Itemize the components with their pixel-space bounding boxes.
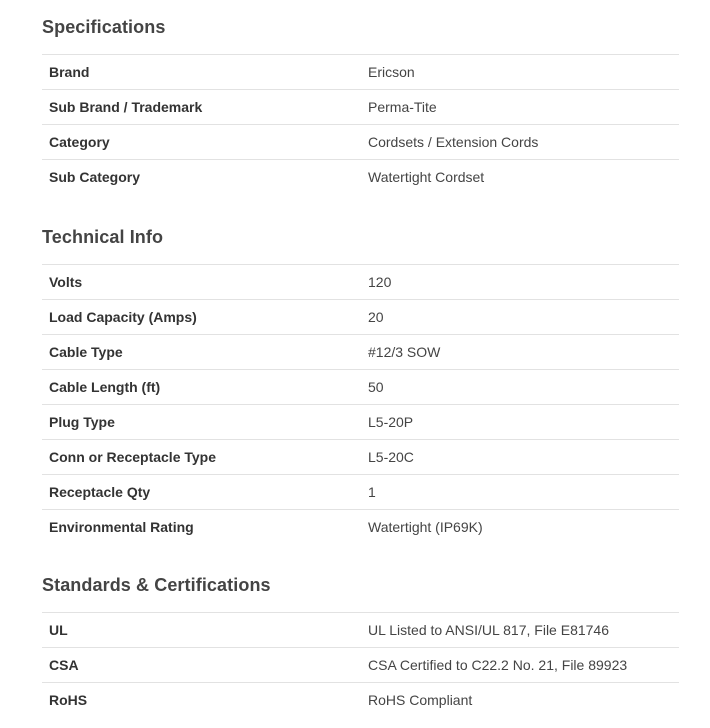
spec-value: Ericson — [368, 64, 415, 80]
spec-value: #12/3 SOW — [368, 344, 441, 360]
spec-label: Receptacle Qty — [49, 484, 151, 500]
spec-label: Cable Length (ft) — [49, 379, 161, 395]
spec-label: Brand — [49, 64, 90, 80]
table-row — [42, 475, 679, 510]
table-row — [42, 125, 679, 160]
table-row — [42, 300, 679, 335]
spec-label: Volts — [49, 274, 83, 290]
spec-value: 1 — [368, 484, 376, 500]
spec-value: 20 — [368, 309, 384, 325]
table-row — [42, 90, 679, 125]
table-row — [42, 335, 679, 370]
spec-label: Conn or Receptacle Type — [49, 449, 217, 465]
spec-value: CSA Certified to C22.2 No. 21, File 89923 — [368, 657, 628, 673]
table-row — [42, 613, 679, 648]
table-row — [42, 510, 679, 545]
spec-label: Load Capacity (Amps) — [49, 309, 197, 325]
spec-value: 120 — [368, 274, 392, 290]
spec-value: L5-20C — [368, 449, 414, 465]
table-row — [42, 370, 679, 405]
spec-label: Sub Brand / Trademark — [49, 99, 203, 115]
specifications-section — [42, 1, 679, 195]
spec-value: Watertight (IP69K) — [368, 519, 483, 536]
spec-value: Perma-Tite — [368, 99, 437, 115]
spec-label: CSA — [49, 657, 79, 673]
section-title: Standards & Certifications — [42, 575, 271, 595]
spec-label: UL — [49, 622, 68, 638]
table-row — [42, 648, 679, 683]
table-row — [42, 265, 679, 300]
technical-info-table — [42, 264, 679, 545]
spec-label: Environmental Rating — [49, 519, 194, 536]
table-row — [42, 440, 679, 475]
spec-label: Cable Type — [49, 344, 123, 360]
table-row — [42, 160, 679, 195]
spec-value: Watertight Cordset — [368, 169, 485, 186]
spec-label: Plug Type — [49, 414, 115, 430]
table-row — [42, 55, 679, 90]
spec-value: Cordsets / Extension Cords — [368, 134, 539, 150]
specifications-table — [42, 54, 679, 195]
spec-label: Category — [49, 134, 110, 150]
section-title: Technical Info — [42, 227, 164, 247]
spec-label: Sub Category — [49, 169, 141, 186]
spec-value: L5-20P — [368, 414, 414, 430]
spec-value: UL Listed to ANSI/UL 817, File E81746 — [368, 622, 609, 638]
table-row — [42, 405, 679, 440]
spec-label: RoHS — [49, 692, 88, 709]
spec-value: RoHS Compliant — [368, 692, 473, 709]
standards-certifications-table — [42, 612, 679, 718]
spec-value: 50 — [368, 379, 384, 395]
technical-info-section — [42, 211, 679, 545]
section-title: Specifications — [42, 17, 166, 37]
table-row — [42, 683, 679, 718]
standards-certifications-section — [42, 559, 679, 718]
